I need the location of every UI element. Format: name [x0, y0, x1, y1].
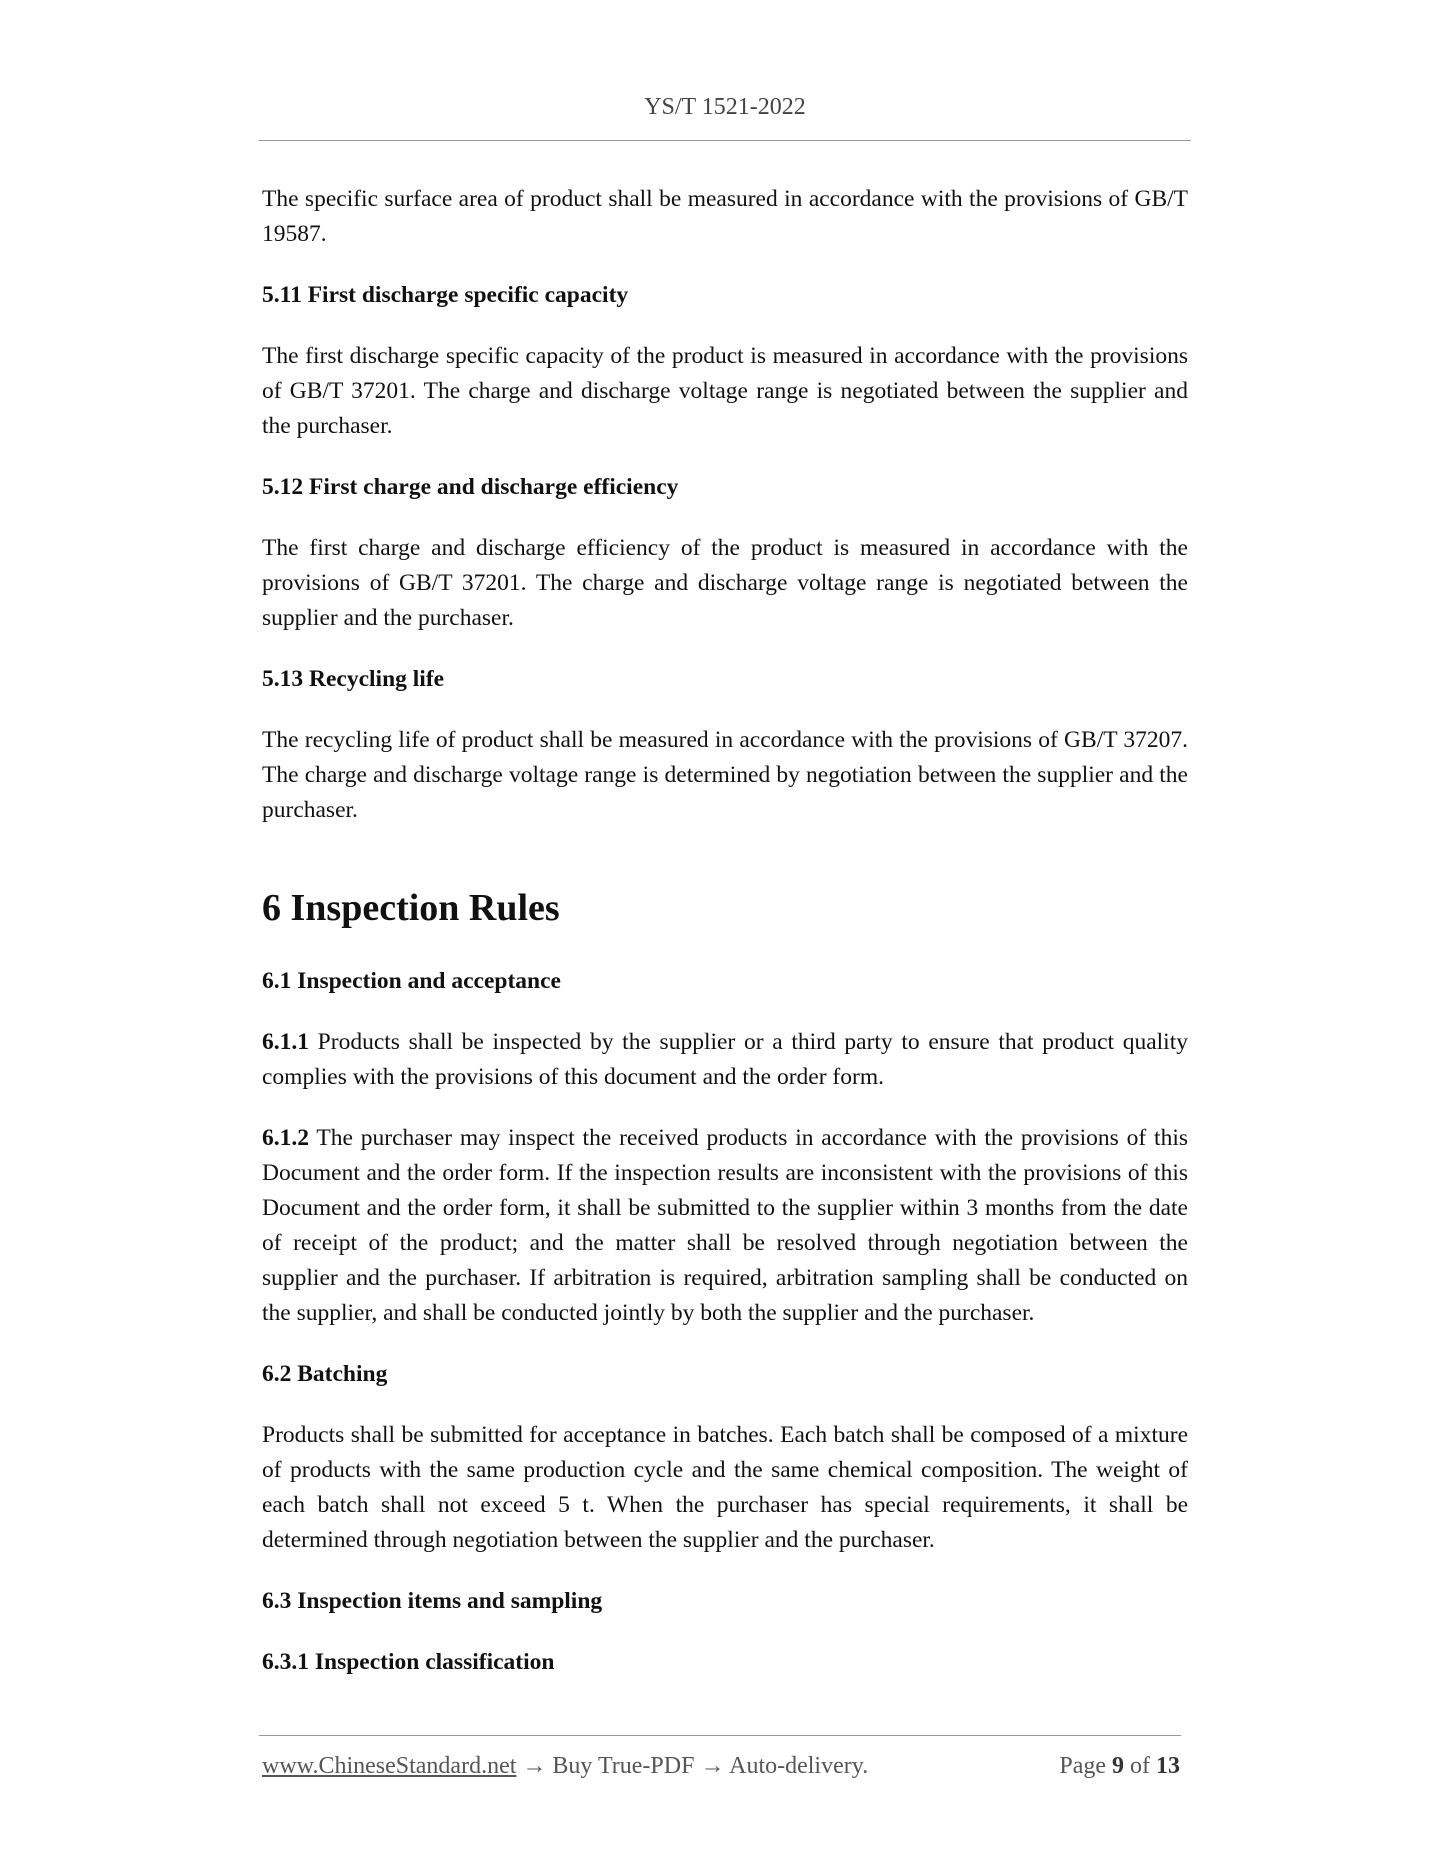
of-label: of	[1130, 1753, 1150, 1779]
section-6-3-heading: 6.3 Inspection items and sampling	[262, 1588, 603, 1614]
footer-promo	[262, 1753, 868, 1780]
page-number: 9	[1112, 1753, 1124, 1779]
site-link[interactable]: www.ChineseStandard.net	[262, 1753, 517, 1779]
clause-6-1-1	[262, 1025, 1188, 1095]
section-6-3-1-heading: 6.3.1 Inspection classification	[262, 1649, 555, 1675]
paragraph-specific-surface-area: The specific surface area of product shall be measured in accordance with the provisions of GB/T 19587.	[262, 186, 1188, 247]
page-label: Page	[1059, 1753, 1106, 1779]
clause-6-1-1-number: 6.1.1	[262, 1029, 309, 1055]
header-divider	[259, 140, 1191, 141]
section-6-2-paragraph: Products shall be submitted for acceptance in batches. Each batch shall be composed of a mixture of products with the same production cycle and the same chemical composition. The weight of each batch shall not exceed 5 t. When the purchaser has special requirements, it shall be determined through negotiation between the supplier and the purchaser.	[262, 1422, 1188, 1553]
clause-6-1-1-text: Products shall be inspected by the supplier or a third party to ensure that product quality complies with the provisions of this document and the order form.	[262, 1029, 1188, 1090]
section-5-13-heading: 5.13 Recycling life	[262, 666, 445, 692]
clause-6-1-2	[262, 1121, 1188, 1331]
section-5-12-paragraph: The first charge and discharge efficiency of the product is measured in accordance with the provisions of GB/T 37201. The charge and discharge voltage range is negotiated between the supplier and the purchaser.	[262, 535, 1188, 631]
section-6-heading: 6 Inspection Rules	[262, 887, 560, 929]
document-body	[262, 182, 1188, 1706]
section-5-13-paragraph: The recycling life of product shall be measured in accordance with the provisions of GB/T 37207. The charge and discharge voltage range is determined by negotiation between the supplier and the purchaser.	[262, 727, 1188, 823]
section-6-1-heading: 6.1 Inspection and acceptance	[262, 968, 561, 994]
page-indicator	[1059, 1753, 1180, 1780]
clause-6-1-2-number: 6.1.2	[262, 1125, 309, 1151]
clause-6-1-2-text: The purchaser may inspect the received products in accordance with the provisions of this Document and the order form. If the inspection results are inconsistent with the provisions of this Document and the order form, it shall be submitted to the supplier within 3 months from the date of receipt of the product; and the matter shall be resolved through negotiation between the supplier and the purchaser. If arbitration is required, arbitration sampling shall be conducted on the supplier, and shall be conducted jointly by both the supplier and the purchaser.	[262, 1125, 1188, 1326]
section-5-11-paragraph: The first discharge specific capacity of the product is measured in accordance with the provisions of GB/T 37201. The charge and discharge voltage range is negotiated between the supplier and the purchaser.	[262, 343, 1188, 439]
page-total: 13	[1156, 1753, 1180, 1779]
section-6-2-heading: 6.2 Batching	[262, 1361, 388, 1387]
page-header	[259, 94, 1191, 121]
footer-divider	[259, 1735, 1181, 1736]
promo-text: → Buy True-PDF → Auto-delivery.	[516, 1753, 869, 1779]
section-5-12-heading: 5.12 First charge and discharge efficiency	[262, 474, 679, 500]
section-5-11-heading: 5.11 First discharge specific capacity	[262, 282, 629, 308]
document-id: YS/T 1521-2022	[644, 94, 806, 120]
